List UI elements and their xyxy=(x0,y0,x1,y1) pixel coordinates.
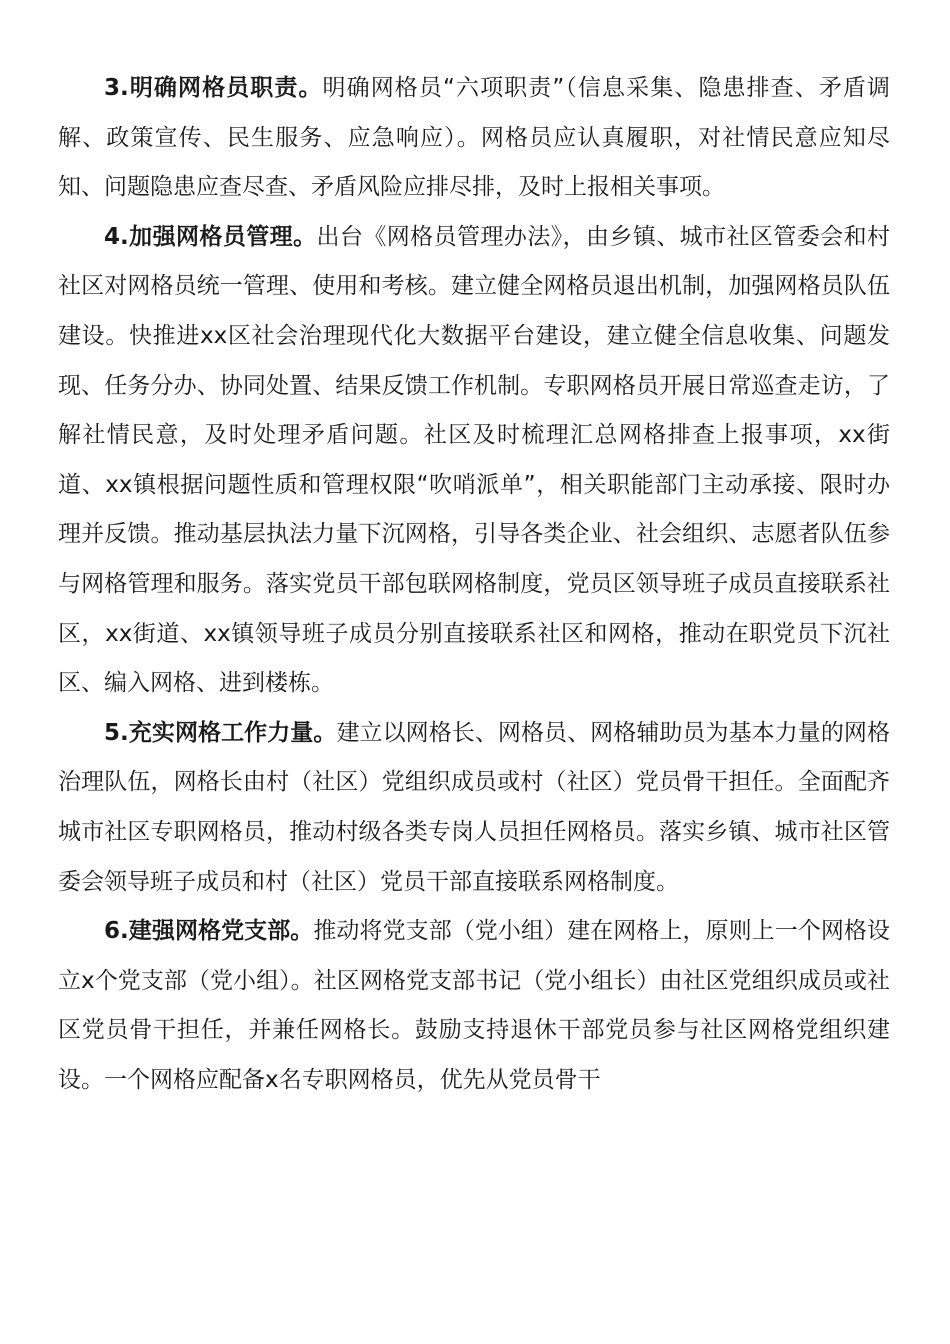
paragraph-body: 明确网格员“六项职责”（信息采集、隐患排查、矛盾调解、政策宣传、民生服务、应急响应）。网格员应认真履职，对社情民意应知尽知、问题隐患应查尽查、矛盾风险应排尽排，及时上报相关事项。 xyxy=(58,75,890,201)
paragraph-3 xyxy=(58,64,890,213)
paragraph-heading: 5.充实网格工作力量。 xyxy=(104,719,337,746)
paragraph-heading: 3.明确网格员职责。 xyxy=(104,75,323,101)
paragraph-body: 出台《网格员管理办法》，由乡镇、城市社区管委会和村社区对网格员统一管理、使用和考核。建立健全网格员退出机制，加强网格员队伍建设。快推进xx区社会治理现代化大数据平台建设，建立健全信息收集、问题发现、任务分办、协同处置、结果反馈工作机制。专职网格员开展日常巡查走访，了解社情民意，及时处理矛盾问题。社区及时梳理汇总网格排查上报事项，xx街道、xx镇根据问题性质和管理权限“吹哨派单”，相关职能部门主动承接、限时办理并反馈。推动基层执法力量下沉网格，引导各类企业、社会组织、志愿者队伍参与网格管理和服务。落实党员干部包联网格制度，党员区领导班子成员直接联系社区，xx街道、xx镇领导班子成员分别直接联系社区和网格，推动在职党员下沉社区、编入网格、进到楼栋。 xyxy=(58,223,891,697)
paragraph-body: 推动将党支部（党小组）建在网格上，原则上一个网格设立x个党支部（党小组）。社区网格党支部书记（党小组长）由社区党组织成员或社区党员骨干担任，并兼任网格长。鼓励支持退休干部党员参与社区网格党组织建设。一个网格应配备x名专职网格员，优先从党员骨干 xyxy=(58,918,890,1093)
document-page xyxy=(58,64,890,1105)
paragraph-6 xyxy=(58,907,890,1105)
paragraph-heading: 4.加强网格员管理。 xyxy=(104,223,317,250)
paragraph-4 xyxy=(58,213,890,709)
paragraph-5 xyxy=(58,709,890,907)
paragraph-heading: 6.建强网格党支部。 xyxy=(104,918,314,945)
paragraph-body: 建立以网格长、网格员、网格辅助员为基本力量的网格治理队伍，网格长由村（社区）党组织成员或村（社区）党员骨干担任。全面配齐城市社区专职网格员，推动村级各类专岗人员担任网格员。落实乡镇、城市社区管委会领导班子成员和村（社区）党员干部直接联系网格制度。 xyxy=(58,719,891,895)
